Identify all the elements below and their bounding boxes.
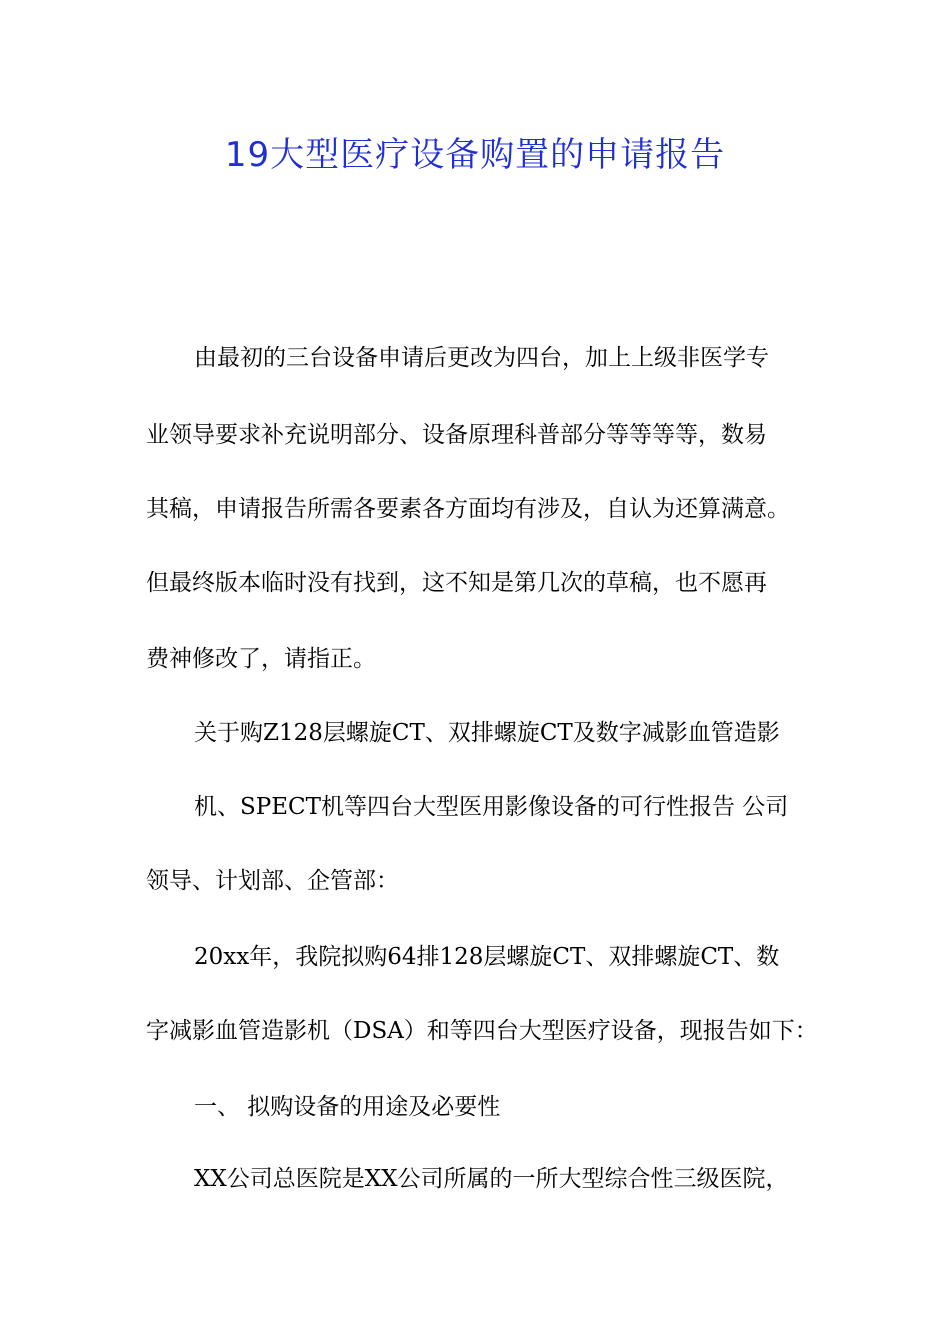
paragraph-line: 但最终版本临时没有找到，这不知是第几次的草稿，也不愿再 <box>146 570 767 596</box>
paragraph-line: 其稿，申请报告所需各要素各方面均有涉及，自认为还算满意。 <box>146 496 790 522</box>
paragraph-line: 由最初的三台设备申请后更改为四台，加上上级非医学专 <box>194 345 769 371</box>
paragraph-line: 领导、计划部、企管部： <box>146 868 399 894</box>
section-heading: 一、 拟购设备的用途及必要性 <box>194 1094 501 1120</box>
paragraph-line: 机、SPECT机等四台大型医用影像设备的可行性报告 公司 <box>194 794 789 820</box>
paragraph-line: 20xx年，我院拟购64排128层螺旋CT、双排螺旋CT、数 <box>194 944 780 970</box>
document-title: 19大型医疗设备购置的申请报告 <box>224 135 726 175</box>
paragraph-line: 费神修改了，请指正。 <box>146 646 376 672</box>
paragraph-line: XX公司总医院是XX公司所属的一所大型综合性三级医院， <box>194 1166 789 1192</box>
paragraph-line: 关于购Z128层螺旋CT、双排螺旋CT及数字减影血管造影 <box>194 720 780 746</box>
paragraph-line: 业领导要求补充说明部分、设备原理科普部分等等等等，数易 <box>146 422 767 448</box>
paragraph-line: 字减影血管造影机（DSA）和等四台大型医疗设备，现报告如下： <box>146 1018 818 1044</box>
